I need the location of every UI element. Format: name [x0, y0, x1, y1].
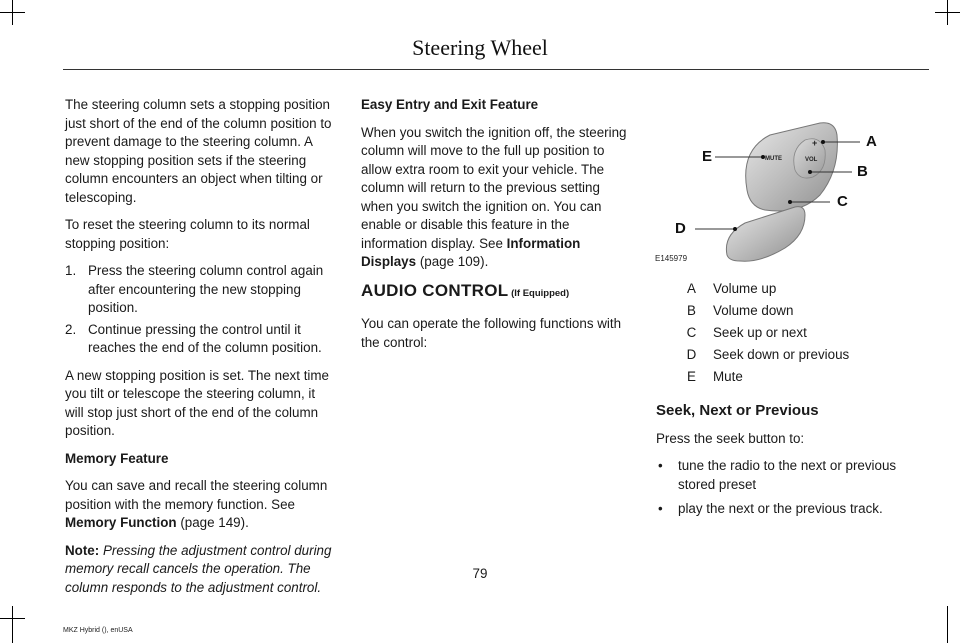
- legend-value: Seek down or previous: [713, 347, 850, 362]
- column-left: [65, 96, 337, 606]
- vol-label: VOL: [805, 157, 818, 163]
- callout-a: A: [866, 133, 877, 150]
- legend-row: [670, 324, 849, 346]
- header-rule: [63, 69, 929, 70]
- leader-dot-a: [821, 140, 825, 144]
- leader-dot-c: [788, 200, 792, 204]
- step-number: 2.: [65, 321, 77, 337]
- step-text: Press the steering column control again after encountering the new stopping position.: [88, 263, 324, 315]
- step-number: 1.: [65, 263, 77, 278]
- audio-control-heading: [361, 282, 633, 304]
- crop-mark: [935, 12, 960, 13]
- control-pad-lower: [726, 207, 805, 262]
- crop-mark: [0, 12, 25, 13]
- information-displays-link[interactable]: Information Displays: [361, 235, 581, 269]
- memory-text: You can save and recall the steering column position with the memory function. See: [65, 478, 328, 512]
- audio-control-figure: [655, 115, 875, 265]
- figure-code: E145979: [655, 254, 688, 263]
- memory-page-ref: (page 149).: [176, 515, 249, 530]
- crop-mark: [947, 606, 948, 643]
- leader-dot-b: [808, 170, 812, 174]
- step-item: [65, 321, 337, 358]
- callout-c: C: [837, 193, 848, 210]
- legend-row: [670, 346, 849, 368]
- legend-key: C: [686, 325, 697, 340]
- page-number: 79: [472, 566, 488, 581]
- note-text: Pressing the adjustment control during memory recall cancels the operation. The column responds to the adjustment control.: [65, 542, 332, 595]
- steering-wheel-buttons-illustration: [655, 115, 875, 265]
- audio-heading-qualifier: (If Equipped): [508, 287, 570, 299]
- leader-dot-d: [733, 227, 737, 231]
- bullet-item: [656, 457, 928, 494]
- memory-paragraph: [65, 477, 337, 533]
- seek-intro: Press the seek button to:: [656, 430, 805, 446]
- seek-bullets: [656, 457, 928, 519]
- callout-d: D: [675, 220, 686, 237]
- after-steps-paragraph: A new stopping position is set. The next time you tilt or telescope the steering column, it will stop just short of the end of the column position.: [65, 367, 329, 438]
- memory-function-link[interactable]: Memory Function: [65, 515, 177, 530]
- column-right: [656, 280, 928, 525]
- column-middle: [361, 96, 633, 361]
- legend-value: Volume down: [713, 303, 794, 318]
- step-text: Continue pressing the control until it reaches the end of the column position.: [88, 321, 322, 355]
- plus-label: +: [812, 138, 818, 148]
- easy-entry-paragraph: [361, 124, 633, 272]
- callout-e: E: [702, 148, 713, 165]
- easy-entry-text: When you switch the ignition off, the steering column will move to the full up position to allow extra room to exit your vehicle. The column will return to the previous setting when you switch the ignition on. You can enable or disable this feature in the information display. See: [361, 124, 627, 251]
- seek-heading: Seek, Next or Previous: [656, 402, 819, 419]
- memory-heading: Memory Feature: [65, 450, 169, 466]
- legend-table: [670, 280, 849, 390]
- legend-row: [670, 280, 849, 302]
- legend-key: A: [687, 281, 696, 296]
- callout-b: B: [857, 163, 868, 180]
- bullet-text: tune the radio to the next or previous stored preset: [678, 458, 897, 492]
- audio-heading-text: AUDIO CONTROL: [361, 280, 509, 300]
- mute-label: MUTE: [765, 156, 782, 162]
- step-item: [65, 262, 337, 318]
- leader-dot-e: [761, 155, 765, 159]
- intro-paragraph: The steering column sets a stopping position just short of the end of the column position to prevent damage to the steering column. A new stopping position sets if the steering column encounters an object when tilting or telescoping.: [65, 97, 332, 205]
- audio-paragraph: You can operate the following functions with the control:: [361, 316, 622, 350]
- legend-value: Seek up or next: [713, 325, 807, 340]
- page-title: Steering Wheel: [412, 35, 548, 60]
- bullet-mark: •: [658, 458, 663, 473]
- bullet-item: [656, 500, 928, 519]
- legend-key: E: [687, 369, 696, 384]
- control-pad-upper: [746, 123, 838, 211]
- crop-mark: [12, 606, 13, 643]
- legend-row: [670, 368, 849, 390]
- legend-value: Mute: [713, 369, 743, 384]
- legend-key: B: [687, 303, 696, 318]
- note-label: Note:: [65, 542, 100, 558]
- reset-steps: [65, 262, 337, 358]
- bullet-text: play the next or the previous track.: [678, 501, 883, 516]
- reset-intro: To reset the steering column to its normal stopping position:: [65, 217, 310, 251]
- bullet-mark: •: [658, 501, 663, 516]
- footer-text: MKZ Hybrid (), enUSA: [63, 627, 133, 634]
- crop-mark: [0, 618, 25, 619]
- easy-entry-heading: Easy Entry and Exit Feature: [361, 97, 539, 112]
- legend-value: Volume up: [713, 281, 777, 296]
- legend-row: [670, 302, 849, 324]
- legend-key: D: [686, 347, 697, 362]
- easy-entry-page-ref: (page 109).: [416, 254, 489, 269]
